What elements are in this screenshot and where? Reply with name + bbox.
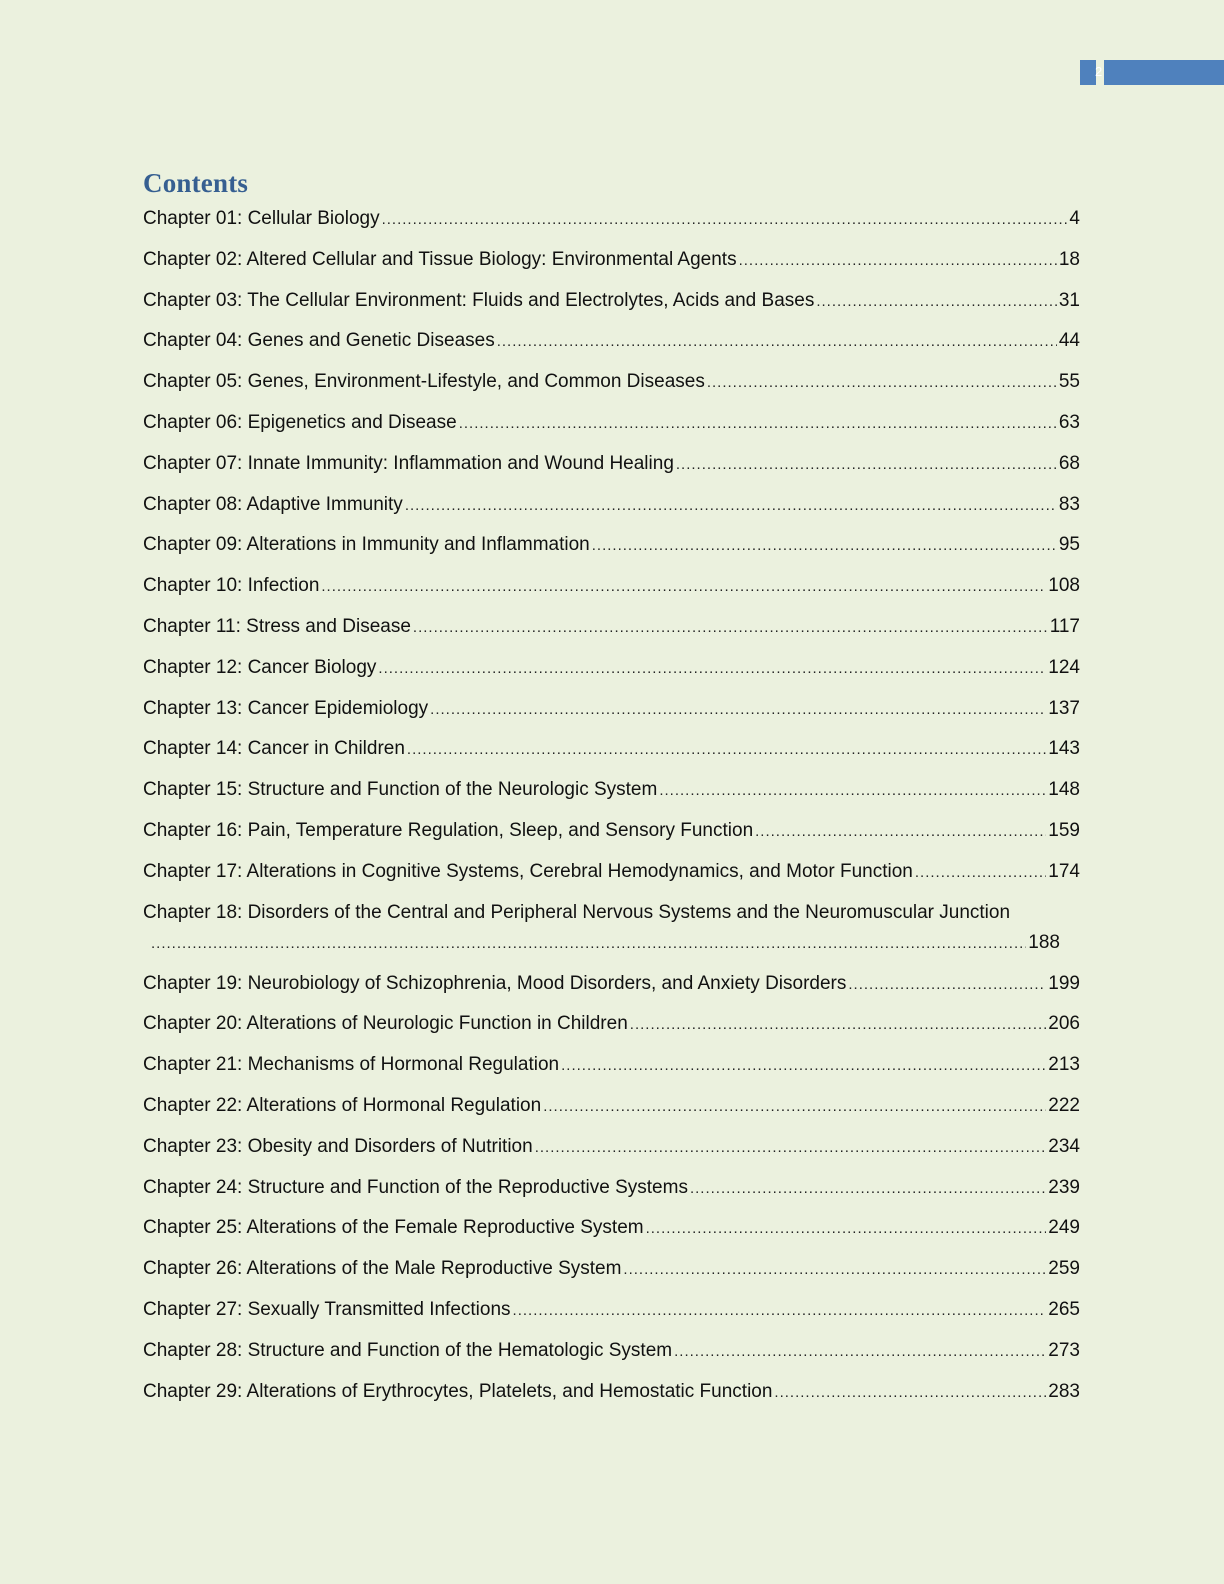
toc-entry-label: Chapter 15: Structure and Function of the Neurologic System (143, 779, 658, 801)
dot-leader (513, 1298, 1047, 1324)
toc-entry-05[interactable] (143, 369, 1080, 410)
dot-leader (646, 1216, 1047, 1242)
header-accent-bar (1104, 60, 1224, 85)
dot-leader (561, 1053, 1046, 1079)
page-number: 2 (1095, 64, 1103, 79)
toc-entry-11[interactable] (143, 614, 1080, 655)
toc-entry-22[interactable] (143, 1093, 1080, 1134)
toc-entry-24[interactable] (143, 1175, 1080, 1216)
toc-entry-label: Chapter 17: Alterations in Cognitive Systems, Cerebral Hemodynamics, and Motor Function (143, 860, 913, 882)
toc-entry-label: Chapter 04: Genes and Genetic Diseases (143, 330, 495, 352)
dot-leader (497, 329, 1057, 355)
toc-entry-page: 124 (1048, 656, 1080, 678)
toc-entry-page: 159 (1048, 819, 1080, 841)
toc-entry-12[interactable] (143, 655, 1080, 696)
toc-entry-04[interactable] (143, 328, 1080, 369)
toc-entry-16[interactable] (143, 818, 1080, 859)
toc-entry-label: Chapter 12: Cancer Biology (143, 656, 377, 678)
dot-leader (755, 819, 1046, 845)
toc-entry-label: Chapter 06: Epigenetics and Disease (143, 411, 457, 433)
toc-entry-label: Chapter 25: Alterations of the Female Reproductive System (143, 1217, 644, 1239)
toc-entry-page: 259 (1048, 1258, 1080, 1280)
dot-leader (592, 533, 1057, 559)
dot-leader (816, 289, 1057, 315)
toc-entry-08[interactable] (143, 492, 1080, 533)
toc-entry-page: 199 (1048, 972, 1080, 994)
toc-entry-15[interactable] (143, 777, 1080, 818)
toc-entry-page: 31 (1058, 289, 1080, 311)
toc-entry-27[interactable] (143, 1297, 1080, 1338)
toc-entry-page: 206 (1048, 1013, 1080, 1035)
dot-leader (915, 860, 1046, 886)
toc-entry-page: 222 (1048, 1094, 1080, 1116)
dot-leader (690, 1176, 1046, 1202)
toc-entry-20[interactable] (143, 1011, 1080, 1052)
toc-entry-page: 108 (1048, 575, 1080, 597)
dot-leader (405, 493, 1057, 519)
toc-entry-page: 234 (1048, 1135, 1080, 1157)
toc-entry-page: 55 (1058, 371, 1080, 393)
toc-entry-label: Chapter 14: Cancer in Children (143, 738, 405, 760)
toc-entry-page: 117 (1049, 615, 1080, 637)
toc-entry-page: 148 (1048, 779, 1080, 801)
toc-entry-page: 68 (1058, 452, 1080, 474)
toc-entry-25[interactable] (143, 1215, 1080, 1256)
toc-entry-14[interactable] (143, 736, 1080, 777)
toc-entry-label: Chapter 09: Alterations in Immunity and Inflammation (143, 534, 590, 556)
dot-leader (659, 778, 1046, 804)
toc-entry-label: Chapter 21: Mechanisms of Hormonal Regulation (143, 1054, 560, 1076)
toc-entry-label: Chapter 10: Infection (143, 575, 320, 597)
page-number-tab (1080, 60, 1096, 85)
dot-leader (774, 1380, 1046, 1406)
toc-entry-01[interactable] (143, 206, 1080, 247)
toc-entry-13[interactable] (143, 696, 1080, 737)
toc-entry-21[interactable] (143, 1052, 1080, 1093)
toc-entry-23[interactable] (143, 1134, 1080, 1175)
toc-entry-06[interactable] (143, 410, 1080, 451)
toc-entry-page: 265 (1048, 1298, 1080, 1320)
toc-entry-page: 137 (1048, 697, 1080, 719)
toc-entry-label: Chapter 18: Disorders of the Central and Peripheral Nervous Systems and the Neuromuscular Junction (143, 901, 1011, 923)
toc-entry-page: 143 (1048, 738, 1080, 760)
toc-entry-label: Chapter 01: Cellular Biology (143, 208, 380, 229)
toc-entry-10[interactable] (143, 573, 1080, 614)
toc-entry-17[interactable] (143, 859, 1080, 900)
toc-entry-page: 174 (1048, 860, 1080, 882)
toc-entry-label: Chapter 13: Cancer Epidemiology (143, 697, 429, 719)
dot-leader (321, 574, 1046, 600)
dot-leader (623, 1257, 1046, 1283)
toc-entry-label: Chapter 11: Stress and Disease (143, 615, 411, 637)
toc-entry-18[interactable] (143, 900, 1080, 971)
dot-leader (430, 697, 1046, 723)
toc-entry-page: 83 (1058, 493, 1080, 515)
toc-entry-label: Chapter 02: Altered Cellular and Tissue Biology: Environmental Agents (143, 248, 737, 270)
dot-leader (407, 737, 1046, 763)
toc-entry-label: Chapter 22: Alterations of Hormonal Regulation (143, 1094, 542, 1116)
dot-leader (630, 1012, 1047, 1038)
toc-entry-label: Chapter 08: Adaptive Immunity (143, 493, 403, 515)
toc-entry-03[interactable] (143, 288, 1080, 329)
toc-entry-29[interactable] (143, 1379, 1080, 1420)
toc-entry-label: Chapter 16: Pain, Temperature Regulation, Sleep, and Sensory Function (143, 819, 754, 841)
toc-list (143, 206, 1080, 1419)
toc-entry-07[interactable] (143, 451, 1080, 492)
dot-leader (382, 207, 1068, 233)
toc-entry-label: Chapter 26: Alterations of the Male Reproductive System (143, 1258, 622, 1280)
dot-leader (543, 1094, 1046, 1120)
dot-leader (739, 248, 1057, 274)
toc-entry-02[interactable] (143, 247, 1080, 288)
toc-entry-page: 188 (1028, 931, 1060, 953)
toc-entry-26[interactable] (143, 1256, 1080, 1297)
toc-entry-page: 249 (1048, 1217, 1080, 1239)
toc-entry-label: Chapter 28: Structure and Function of the Hematologic System (143, 1339, 673, 1361)
dot-leader (676, 452, 1057, 478)
toc-entry-label: Chapter 27: Sexually Transmitted Infections (143, 1298, 511, 1320)
toc-entry-page: 273 (1048, 1339, 1080, 1361)
toc-entry-label: Chapter 03: The Cellular Environment: Fluids and Electrolytes, Acids and Bases (143, 289, 815, 311)
toc-entry-page: 4 (1069, 208, 1080, 229)
toc-entry-label: Chapter 05: Genes, Environment-Lifestyle, and Common Diseases (143, 371, 705, 393)
dot-leader (413, 615, 1048, 641)
dot-leader (848, 972, 1046, 998)
toc-entry-28[interactable] (143, 1338, 1080, 1379)
dot-leader (378, 656, 1046, 682)
dot-leader (151, 931, 1026, 957)
toc-entry-label: Chapter 29: Alterations of Erythrocytes, Platelets, and Hemostatic Function (143, 1380, 773, 1402)
toc-entry-page: 95 (1058, 534, 1080, 556)
toc-entry-page: 213 (1048, 1054, 1080, 1076)
toc-entry-page: 283 (1048, 1380, 1080, 1402)
toc-entry-label: Chapter 23: Obesity and Disorders of Nutrition (143, 1135, 533, 1157)
toc-entry-page: 63 (1058, 411, 1080, 433)
toc-entry-continuation (143, 930, 1060, 957)
toc-entry-09[interactable] (143, 532, 1080, 573)
dot-leader (459, 411, 1057, 437)
toc-entry-label: Chapter 20: Alterations of Neurologic Function in Children (143, 1013, 628, 1035)
toc-entry-label: Chapter 19: Neurobiology of Schizophrenia, Mood Disorders, and Anxiety Disorders (143, 972, 847, 994)
toc-entry-page: 18 (1058, 248, 1080, 270)
dot-leader (707, 370, 1057, 396)
toc-entry-19[interactable] (143, 971, 1080, 1012)
toc-entry-label: Chapter 24: Structure and Function of the Reproductive Systems (143, 1176, 688, 1198)
dot-leader (535, 1135, 1047, 1161)
toc-entry-page: 239 (1048, 1176, 1080, 1198)
toc-heading: Contents (143, 168, 249, 198)
toc-entry-label: Chapter 07: Innate Immunity: Inflammation and Wound Healing (143, 452, 674, 474)
toc-entry-page: 44 (1058, 330, 1080, 352)
dot-leader (674, 1339, 1046, 1365)
